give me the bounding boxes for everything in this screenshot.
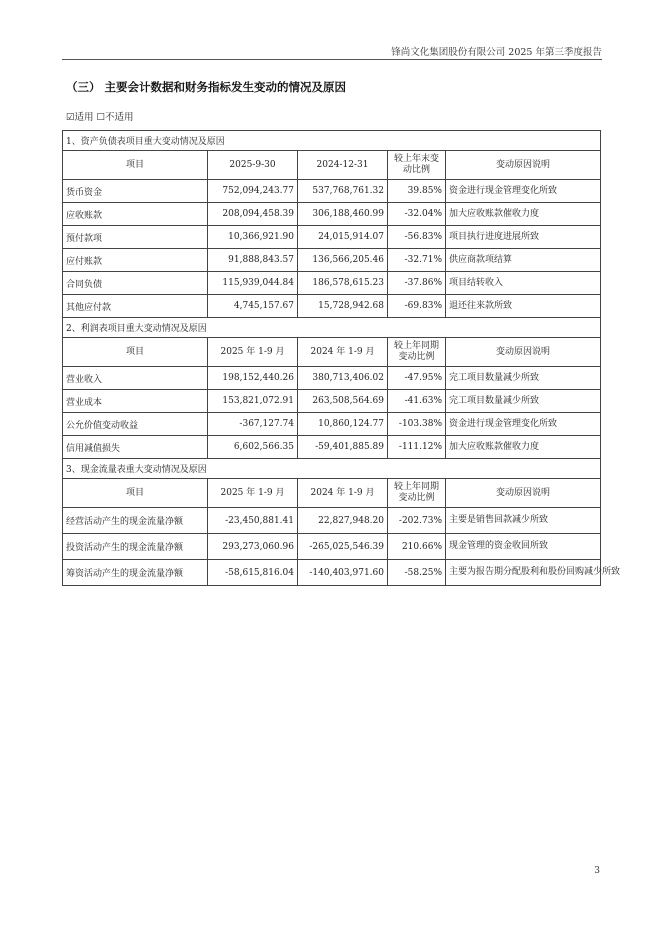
change-ratio-cell: 39.85%	[388, 180, 446, 203]
item-cell: 营业成本	[63, 390, 208, 413]
prior-value-cell: 306,188,460.99	[298, 203, 388, 226]
prior-value-cell: 186,578,615.23	[298, 272, 388, 295]
column-header: 变动原因说明	[446, 151, 601, 180]
table-row	[63, 295, 601, 318]
reason-cell: 完工项目数量减少所致	[446, 390, 601, 413]
item-cell: 信用减值损失	[63, 436, 208, 459]
change-ratio-cell: -32.04%	[388, 203, 446, 226]
item-cell: 货币资金	[63, 180, 208, 203]
change-ratio-cell: -58.25%	[388, 560, 446, 586]
current-value-cell: 115,939,044.84	[208, 272, 298, 295]
change-ratio-cell: -37.86%	[388, 272, 446, 295]
item-cell: 其他应付款	[63, 295, 208, 318]
reason-cell: 加大应收账款催收力度	[446, 203, 601, 226]
income-statement-header-row	[63, 338, 601, 367]
current-value-cell: 10,366,921.90	[208, 226, 298, 249]
table-row	[63, 534, 601, 560]
column-header: 项目	[63, 338, 208, 367]
item-cell: 预付款项	[63, 226, 208, 249]
column-header: 2024-12-31	[298, 151, 388, 180]
change-ratio-cell: -103.38%	[388, 413, 446, 436]
balance-sheet-header-row	[63, 151, 601, 180]
current-value-cell: 752,094,243.77	[208, 180, 298, 203]
current-value-cell: -367,127.74	[208, 413, 298, 436]
header-divider	[62, 59, 602, 60]
change-ratio-cell: -111.12%	[388, 436, 446, 459]
reason-cell: 主要为报告期分配股利和股份回购减少所致	[446, 560, 601, 586]
reason-cell: 主要是销售回款减少所致	[446, 508, 601, 534]
item-cell: 营业收入	[63, 367, 208, 390]
change-ratio-cell: -32.71%	[388, 249, 446, 272]
prior-value-cell: 263,508,564.69	[298, 390, 388, 413]
column-header: 项目	[63, 151, 208, 180]
column-header: 2025 年 1-9 月	[208, 479, 298, 508]
cash-flow-section-title: 3、现金流量表重大变动情况及原因	[63, 459, 601, 479]
current-value-cell: -23,450,881.41	[208, 508, 298, 534]
report-header-title: 锋尚文化集团股份有限公司 2025 年第三季度报告	[391, 47, 602, 58]
table-row	[63, 180, 601, 203]
current-value-cell: 91,888,843.57	[208, 249, 298, 272]
prior-value-cell: 136,566,205.46	[298, 249, 388, 272]
column-header: 2024 年 1-9 月	[298, 338, 388, 367]
reason-cell: 资金进行现金管理变化所致	[446, 180, 601, 203]
current-value-cell: 208,094,458.39	[208, 203, 298, 226]
current-value-cell: 293,273,060.96	[208, 534, 298, 560]
current-value-cell: 153,821,072.91	[208, 390, 298, 413]
table-row	[63, 272, 601, 295]
change-ratio-cell: -69.83%	[388, 295, 446, 318]
change-ratio-cell: -41.63%	[388, 390, 446, 413]
reason-cell: 项目执行进度进展所致	[446, 226, 601, 249]
item-cell: 公允价值变动收益	[63, 413, 208, 436]
column-header: 变动原因说明	[446, 338, 601, 367]
column-header: 较上年同期变动比例	[388, 338, 446, 367]
table-row	[63, 436, 601, 459]
prior-value-cell: 380,713,406.02	[298, 367, 388, 390]
change-ratio-cell: -47.95%	[388, 367, 446, 390]
table-row	[63, 508, 601, 534]
reason-cell: 加大应收账款催收力度	[446, 436, 601, 459]
income-statement-section-title: 2、利润表项目重大变动情况及原因	[63, 318, 601, 338]
financial-changes-table	[62, 130, 621, 586]
table-row	[63, 413, 601, 436]
column-header: 2025 年 1-9 月	[208, 338, 298, 367]
section-title: （三） 主要会计数据和财务指标发生变动的情况及原因	[66, 80, 347, 94]
item-cell: 投资活动产生的现金流量净额	[63, 534, 208, 560]
prior-value-cell: 24,015,914.07	[298, 226, 388, 249]
column-header: 2024 年 1-9 月	[298, 479, 388, 508]
table-row	[63, 367, 601, 390]
prior-value-cell: 10,860,124.77	[298, 413, 388, 436]
page-number: 3	[594, 866, 600, 876]
cash-flow-header-row	[63, 479, 601, 508]
column-header: 项目	[63, 479, 208, 508]
current-value-cell: 4,745,157.67	[208, 295, 298, 318]
prior-value-cell: -59,401,885.89	[298, 436, 388, 459]
column-header: 较上年末变动比例	[388, 151, 446, 180]
prior-value-cell: 537,768,761.32	[298, 180, 388, 203]
table-row	[63, 226, 601, 249]
reason-cell: 现金管理的资金收回所致	[446, 534, 601, 560]
table-row	[63, 249, 601, 272]
applicability-checkbox-line: ☑适用 ☐不适用	[66, 112, 134, 123]
item-cell: 合同负债	[63, 272, 208, 295]
item-cell: 应收账款	[63, 203, 208, 226]
item-cell: 应付账款	[63, 249, 208, 272]
reason-cell: 退还往来款所致	[446, 295, 601, 318]
balance-sheet-section-title: 1、资产负债表项目重大变动情况及原因	[63, 131, 601, 151]
current-value-cell: 6,602,566.35	[208, 436, 298, 459]
table-row	[63, 560, 601, 586]
prior-value-cell: -140,403,971.60	[298, 560, 388, 586]
prior-value-cell: -265,025,546.39	[298, 534, 388, 560]
column-header: 变动原因说明	[446, 479, 601, 508]
item-cell: 经营活动产生的现金流量净额	[63, 508, 208, 534]
change-ratio-cell: -56.83%	[388, 226, 446, 249]
reason-cell: 完工项目数量减少所致	[446, 367, 601, 390]
column-header: 较上年同期变动比例	[388, 479, 446, 508]
reason-cell: 项目结转收入	[446, 272, 601, 295]
table-row	[63, 203, 601, 226]
change-ratio-cell: 210.66%	[388, 534, 446, 560]
reason-cell: 供应商款项结算	[446, 249, 601, 272]
current-value-cell: 198,152,440.26	[208, 367, 298, 390]
prior-value-cell: 15,728,942.68	[298, 295, 388, 318]
change-ratio-cell: -202.73%	[388, 508, 446, 534]
current-value-cell: -58,615,816.04	[208, 560, 298, 586]
prior-value-cell: 22,827,948.20	[298, 508, 388, 534]
column-header: 2025-9-30	[208, 151, 298, 180]
item-cell: 筹资活动产生的现金流量净额	[63, 560, 208, 586]
table-row	[63, 390, 601, 413]
reason-cell: 资金进行现金管理变化所致	[446, 413, 601, 436]
